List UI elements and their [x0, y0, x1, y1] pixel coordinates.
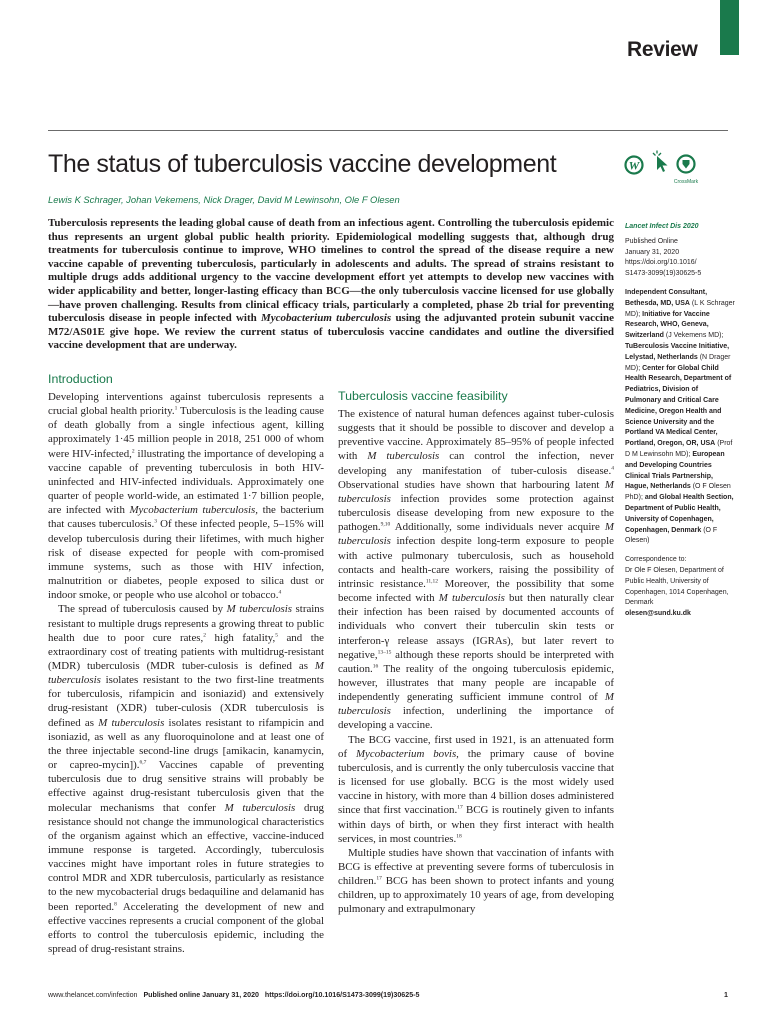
abstract — [48, 217, 614, 353]
journal-citation: Lancet Infect Dis 2020 — [625, 223, 699, 230]
section-label: Review — [627, 38, 698, 61]
species: M tuberculosis — [338, 521, 614, 548]
text: The existence of natural human defences against tuber-culosis suggests that it should be possible to discover and develop a preventive vaccine. Approximately 85–95% of people infected with — [338, 408, 614, 463]
open-access-icon[interactable] — [626, 157, 643, 174]
citation[interactable]: 9,10 — [380, 521, 391, 528]
citation[interactable]: 13–15 — [377, 649, 392, 656]
page-number: 1 — [724, 991, 728, 999]
text: infection, underlining the importance of developing a vaccine. — [338, 705, 614, 732]
text: infection despite long-term exposure to people with active pulmonary tuberculosis, such as household contacts and health-care workers, raising the possibility of intrinsic resistance. — [338, 535, 614, 590]
species: M tuberculosis — [367, 450, 440, 463]
correspondence-email[interactable] — [625, 609, 735, 620]
species: M tuberculosis — [338, 478, 614, 505]
citation[interactable]: 11,12 — [425, 578, 439, 585]
text: isolates resistant to rifampicin and isoniazid, as well as any fluoroquinolone and at least one of the three injectable second-line drugs [amikacin, kanamycin, or capreo-mycin]). — [48, 716, 324, 772]
citation[interactable]: 17 — [376, 875, 382, 882]
text: Developing interventions against tuberculosis represents a crucial global health priority. — [48, 391, 324, 418]
affiliation: Center for Global Child Health Research, Department of Pediatrics, Division of Pulmonary and Critical Care Medicine, Oregon Health and Science University and the Portland VA Medical Center, Portland, Oregon, OR, USA — [625, 364, 732, 448]
crossmark-icon[interactable] — [674, 156, 699, 186]
body-column-right — [338, 372, 614, 917]
affiliation: and Global Health Section, Department of Public Health, University of Copenhagen, Copenhagen, Denmark — [625, 494, 734, 534]
published-label: Published Online — [625, 237, 678, 245]
affiliation-author: (Prof D M Lewinsohn MD); — [625, 440, 733, 458]
text: the bacterium that causes tuberculosis. — [48, 504, 324, 531]
article-title: The status of tuberculosis vaccine development — [48, 150, 557, 178]
citation[interactable]: 3 — [154, 518, 158, 525]
text: high fatality, — [206, 631, 276, 644]
paragraph-3 — [338, 407, 614, 733]
article-logos — [624, 150, 734, 190]
species: M tuberculosis — [438, 592, 505, 605]
text: the primary cause of bovine tuberculosis, and is currently the only tuberculosis vaccine that is licensed for use globally. BCG is the most widely used vaccine in history, with more than 4 billion doses administered since that first vaccination. — [338, 747, 615, 817]
species: M tuberculosis — [224, 801, 296, 814]
text: can control the infection, never developing any manifestation of tuber-culosis disease. — [338, 450, 614, 477]
spacer — [625, 547, 735, 555]
doi-part: S1473-3099(19)30625-5 — [625, 270, 702, 278]
text: illustrating the importance of developing a vaccine capable of preventing tuberculosis in both HIV-uninfected and HIV-infected individuals. Approximately one quarter of people world-wide, an estimated 1·7 billion people, are infected with — [48, 447, 324, 517]
click-cursor-icon[interactable] — [653, 151, 668, 173]
text: strains resistant to multiple drugs represents a growing threat to public health due to poor cure rates, — [48, 603, 324, 644]
species: M tuberculosis — [48, 659, 324, 687]
affiliation: TuBerculosis Vaccine Initiative, Lelystad, Netherlands — [625, 342, 730, 361]
citation[interactable]: 5 — [275, 632, 278, 639]
correspondence-label: Correspondence to: — [625, 556, 687, 564]
species: M tuberculosis — [226, 603, 293, 616]
text: Of these infected people, 5–15% will develop tuberculosis during their lifetimes, with much higher risk of disease expected for people with com-promised immune systems, such as those with HIV infection, malnutrition or diabetes, people exposed to silica dust or indoor smoke, or people who use alcohol or tobacco. — [48, 518, 324, 602]
author-list: Lewis K Schrager, Johan Vekemens, Nick Drager, David M Lewinsohn, Ole F Olesen — [48, 194, 400, 205]
affiliation: Independent Consultant, Bethesda, MD, USA — [625, 288, 708, 307]
doi-part: https://doi.org/10.1016/ — [625, 259, 697, 267]
affiliation: European and Developing Countries Clinical Trials Partnership, Hague, Netherlands — [625, 450, 725, 491]
crossmark-label: CrossMark — [673, 179, 699, 185]
text: Observational studies have shown that harbouring latent — [338, 478, 605, 491]
affiliation-author: (L K Schrager MD); — [625, 299, 735, 318]
citation[interactable]: 4 — [278, 589, 282, 596]
text: The BCG vaccine, first used in 1921, is an attenuated form of — [338, 733, 614, 760]
text: infection provides some protection against tuberculosis disease developing from new exposure to the pathogen. — [338, 492, 614, 534]
affiliation-author: (N Drager MD); — [625, 353, 731, 372]
text: isolates resistant to the two first-line treatments for tuberculosis, rifampicin and isoniazid) and extensively drug-resistant (XDR) tuber-culosis (XDR tuberculosis is defined as — [48, 674, 324, 729]
footer-info — [48, 991, 419, 999]
text: and the extraordinary cost of treating patients with multidrug-resistant (MDR) tuberculosis (MDR tuber-culosis is defined as — [48, 631, 325, 672]
header-rule — [48, 130, 728, 131]
text: Multiple studies have shown that vaccination of infants with BCG is effective at preventing severe forms of tuberculosis in children. — [338, 846, 614, 888]
citation[interactable]: 1 — [174, 405, 178, 412]
affiliation: Initiative for Vaccine Research, WHO, Geneva, Switzerland — [625, 310, 710, 340]
citation[interactable]: 18 — [456, 833, 462, 840]
logos-svg — [624, 150, 734, 190]
citation[interactable]: 2 — [131, 448, 135, 454]
sidebar — [625, 222, 735, 620]
spacer — [625, 280, 735, 288]
svg-text:W: W — [628, 158, 640, 173]
species: Mycobacterium bovis, — [355, 747, 459, 760]
citation[interactable]: 8 — [114, 901, 117, 907]
footer-published: Published online January 31, 2020 — [143, 991, 259, 999]
paragraph-4 — [338, 733, 614, 846]
citation[interactable]: 2 — [203, 632, 207, 639]
text: BCG has been shown to protect infants and young children, up to approximately 10 years of age, from developing pulmonary and extrapulmonary — [338, 875, 614, 916]
text: Tuberculosis is the leading cause of death globally from a single infectious agent, killing approximately 1·45 million people in 2018, 251 000 of whom were HIV-infected, — [48, 405, 324, 460]
species: M tuberculosis — [338, 691, 614, 718]
heading-feasibility: Tuberculosis vaccine feasibility — [338, 389, 508, 403]
email-text: olesen@sund.ku.dk — [625, 610, 691, 618]
species: Mycobacterium tuberculosis, — [129, 504, 258, 517]
text: although these reports should be interpreted with caution. — [338, 648, 614, 675]
footer-doi[interactable]: https://doi.org/10.1016/S1473-3099(19)30625-5 — [264, 991, 420, 999]
affiliation-author: (J Vekemens MD); — [665, 332, 724, 340]
body-column-left — [48, 372, 324, 956]
published-date: January 31, 2020 — [625, 248, 680, 256]
text: Moreover, the possibility that some become infected with — [338, 577, 614, 605]
citation[interactable]: 4 — [611, 465, 614, 471]
abstract-species: Mycobacterium tuberculosis — [261, 312, 392, 325]
correspondence-address: Dr Ole F Olesen, Department of Public Health, University of Copenhagen, 1014 Copenhagen, Denmark — [625, 566, 729, 607]
text: The spread of tuberculosis caused by — [58, 603, 227, 616]
doi-link[interactable] — [625, 258, 735, 280]
citation[interactable]: 17 — [457, 804, 463, 811]
heading-introduction: Introduction — [48, 372, 113, 386]
text: Additionally, some individuals never acquire — [390, 521, 605, 534]
text: BCG is routinely given to infants within days of birth, or when they first interact with health services, in most countries. — [338, 804, 614, 845]
affiliation-author: (O F Olesen PhD); — [625, 483, 731, 502]
abstract-text: using the adjuvanted protein subunit vaccine M72/AS01E give hope. We review the current status of tuberculosis vaccine candidates and outline the diversified vaccine development that are underway. — [48, 312, 614, 352]
abstract-text: Tuberculosis represents the leading global cause of death from an infectious agent. Controlling the tuberculosis epidemic thus represents an urgent global public health priority. Epidemiological modelling suggests that, although drug treatments for tuberculosis continue to improve, WHO timelines to control the spread of the disease require a new vaccine capable of preventing tuberculosis, particularly in adolescents and adults. The spread of strains resistant to multiple drugs adds additional urgency to the vaccine development effort yet attempts to develop new vaccines with wider applicability and better, longer-lasting efficacy than BCG—the only tuberculosis vaccine licensed for use globally—have proven challenging. Results from clinical efficacy trials, particularly a completed, phase 2b trial for preventing tuberculosis disease in people infected with — [48, 217, 614, 325]
text: drug resistance should not change the immunological characteristics of the organism against which an effective, vaccine-induced immune response is targeted. Accordingly, tuberculosis vaccines might have important roles in future strategies to control MDR and XDR tuberculosis, particularly as resistance to the new mycobacterial drugs bedaquiline and delamanid has been reported. — [48, 801, 324, 913]
footer-url[interactable]: www.thelancet.com/infection — [48, 991, 138, 999]
paragraph-5 — [338, 846, 614, 917]
paragraph-1 — [48, 390, 324, 602]
text: The reality of the ongoing tuberculosis epidemic, however, illustrates that many people are incapable of independently generating sufficient immune control of — [338, 662, 614, 704]
text: Vaccines capable of preventing tuberculosis due to drug sensitive strains will probably be effective against drug-resistant tuberculosis given that the molecular mechanisms that confer — [48, 759, 325, 814]
text: Accelerating the development of new and effective vaccines represents a crucial component of the global efforts to control the tuberculosis epidemic, including the spread of drug-resistant strains. — [48, 900, 325, 956]
affiliations — [625, 288, 735, 547]
species: M tuberculosis — [98, 716, 165, 729]
text: but then naturally clear their infection has been raised by documented accounts of individuals who convert their tuberculin skin tests or interferon-γ release assays (IGRAs), but later revert to negative, — [338, 592, 614, 661]
affiliation-author: (O F Olesen) — [625, 526, 718, 545]
citation[interactable]: 6,7 — [139, 759, 147, 766]
section-color-bar — [720, 0, 739, 55]
citation[interactable]: 16 — [372, 663, 379, 670]
paragraph-2 — [48, 602, 324, 956]
